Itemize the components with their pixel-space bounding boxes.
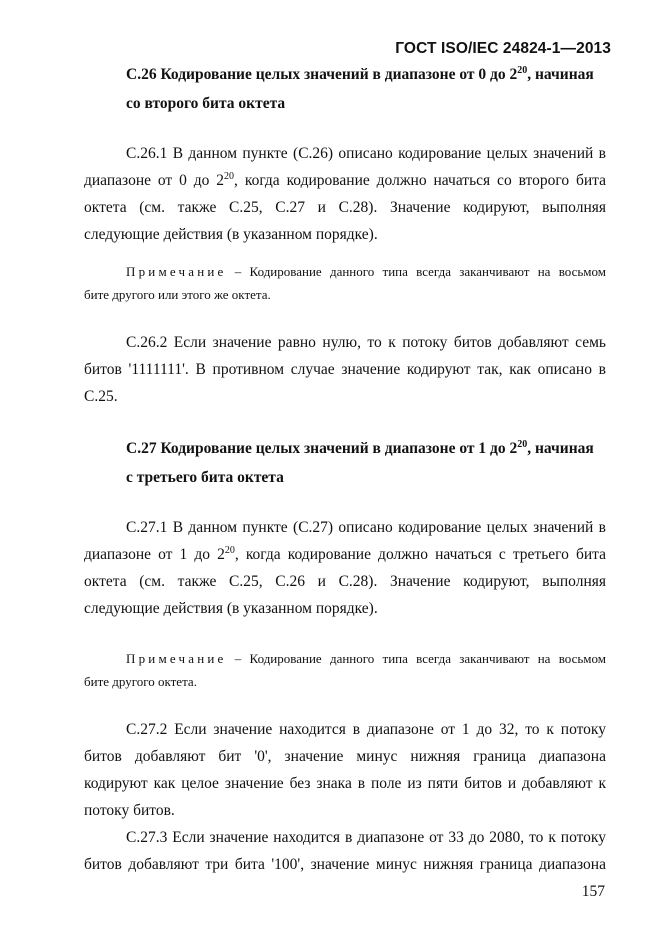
paragraph-c26-2	[84, 329, 606, 410]
text-line: C.26.2 Если значение равно нулю, то к потоку битов добавляют семь	[126, 334, 606, 351]
superscript: 20	[224, 171, 235, 182]
heading-text: , начиная	[527, 66, 594, 83]
note-label: Примечание	[126, 264, 227, 279]
standard-designation: ГОСТ ISO/IEC 24824-1—2013	[395, 40, 611, 57]
text-line: C.26.1 В данном пункте (C.26) описано кодирование целых значений в	[126, 145, 606, 162]
note-text: – Кодирование данного типа всегда заканчивают на восьмом	[226, 264, 606, 279]
heading-line	[84, 434, 606, 463]
note-c26	[84, 260, 606, 306]
heading-line	[84, 60, 606, 89]
text-line: битов добавляют бит '0', значение минус нижняя граница диапазона	[84, 748, 606, 765]
text-line	[84, 541, 606, 568]
text-line: следующие действия (в указанном порядке).	[84, 600, 378, 617]
section-heading-c27	[84, 434, 606, 492]
text-line: C.25.	[84, 388, 118, 405]
note-text: – Кодирование данного типа всегда заканчивают на восьмом	[226, 651, 606, 666]
section-heading-c26	[84, 60, 606, 118]
text-run: , когда кодирование должно начаться с третьего бита	[234, 546, 606, 563]
paragraph-c27-2	[84, 716, 606, 824]
note-c27	[84, 647, 606, 693]
text-run: диапазоне от 1 до 2	[84, 546, 225, 563]
paragraph-c27-3	[84, 824, 606, 878]
note-line: бите другого или этого же октета.	[84, 287, 271, 302]
text-run: , когда кодирование должно начаться со второго бита	[234, 172, 606, 189]
text-line	[84, 167, 606, 194]
note-line: бите другого октета.	[84, 674, 197, 689]
page-number: 157	[581, 883, 605, 900]
heading-text: C.26 Кодирование целых значений в диапазоне от 0 до 2	[126, 66, 518, 83]
superscript: 20	[517, 65, 528, 76]
note-label: Примечание	[126, 651, 227, 666]
text-line: битов '1111111'. В противном случае значение кодируют так, как описано в	[84, 361, 606, 378]
text-line: C.27.1 В данном пункте (C.27) описано кодирование целых значений в	[126, 519, 606, 536]
text-line: C.27.3 Если значение находится в диапазоне от 33 до 2080, то к потоку	[126, 829, 606, 846]
paragraph-c26-1	[84, 140, 606, 248]
text-line: октета (см. также C.25, C.27 и C.28). Значение кодируют, выполняя	[84, 199, 606, 216]
text-line: C.27.2 Если значение находится в диапазоне от 1 до 32, то к потоку	[126, 721, 606, 738]
text-line: следующие действия (в указанном порядке).	[84, 226, 378, 243]
heading-line: с третьего бита октета	[126, 469, 284, 486]
note-line	[84, 647, 606, 670]
text-line: битов добавляют три бита '100', значение минус нижняя граница диапазона	[84, 856, 606, 873]
text-run: диапазоне от 0 до 2	[84, 172, 225, 189]
heading-line: со второго бита октета	[126, 95, 286, 112]
superscript: 20	[517, 439, 528, 450]
note-line	[84, 260, 606, 283]
text-line: октета (см. также C.25, C.26 и C.28). Значение кодируют, выполняя	[84, 573, 606, 590]
heading-text: C.27 Кодирование целых значений в диапазоне от 1 до 2	[126, 440, 518, 457]
superscript: 20	[224, 545, 235, 556]
heading-text: , начиная	[527, 440, 594, 457]
text-line: потоку битов.	[84, 802, 175, 819]
paragraph-c27-1	[84, 514, 606, 622]
text-line: кодируют как целое значение без знака в поле из пяти битов и добавляют к	[84, 775, 606, 792]
